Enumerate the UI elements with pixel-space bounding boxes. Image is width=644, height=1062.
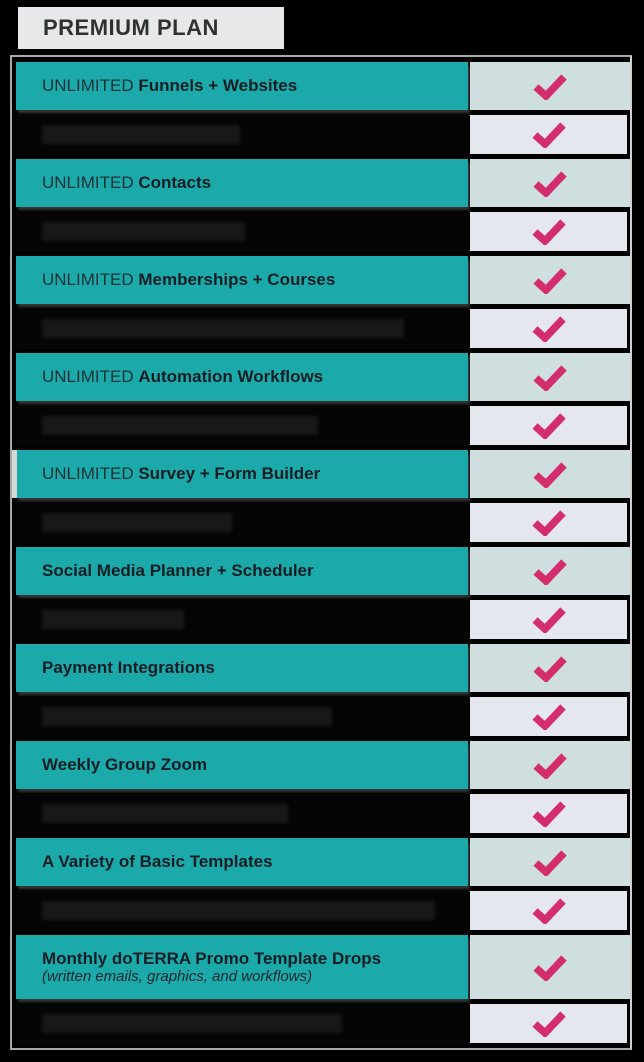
checkmark-icon — [531, 1010, 567, 1037]
checkmark-icon — [532, 752, 568, 779]
feature-label — [42, 173, 468, 193]
feature-cell — [16, 62, 468, 110]
feature-label-main: Monthly doTERRA Promo Template Drops — [42, 948, 382, 968]
feature-row — [16, 890, 630, 931]
check-cell — [470, 309, 627, 348]
check-cell — [470, 644, 630, 692]
checkmark-icon — [531, 315, 567, 342]
checkmark-icon — [532, 655, 568, 682]
feature-row — [16, 935, 630, 999]
checkmark-icon — [531, 800, 567, 827]
checkmark-icon — [531, 897, 567, 924]
feature-label-main: Payment Integrations — [42, 658, 215, 678]
obscured-feature-text — [42, 125, 240, 144]
feature-row — [16, 1003, 630, 1044]
feature-label-main: Funnels + Websites — [138, 76, 298, 96]
checkmark-icon — [531, 509, 567, 536]
premium-plan-feature-table — [10, 55, 632, 1050]
check-cell — [470, 115, 627, 154]
obscured-feature-cell — [16, 793, 468, 834]
obscured-feature-text — [42, 513, 232, 532]
feature-row — [16, 547, 630, 595]
feature-cell — [16, 838, 468, 886]
obscured-feature-text — [42, 1014, 342, 1033]
feature-cell — [16, 353, 468, 401]
obscured-feature-text — [42, 804, 288, 823]
obscured-feature-cell — [16, 1003, 468, 1044]
feature-label — [42, 949, 468, 969]
feature-row — [16, 502, 630, 543]
checkmark-icon — [532, 954, 568, 981]
feature-label — [42, 755, 468, 775]
check-cell — [470, 891, 627, 930]
feature-cell — [16, 644, 468, 692]
checkmark-icon — [531, 606, 567, 633]
obscured-feature-text — [42, 610, 184, 629]
premium-plan-tab — [18, 7, 284, 49]
obscured-feature-text — [42, 319, 404, 338]
check-cell — [470, 794, 627, 833]
checkmark-icon — [532, 170, 568, 197]
obscured-feature-cell — [16, 890, 468, 931]
check-cell — [470, 547, 630, 595]
feature-row — [16, 599, 630, 640]
feature-cell — [16, 935, 468, 999]
feature-row — [16, 308, 630, 349]
feature-cell — [16, 159, 468, 207]
feature-label-main: Weekly Group Zoom — [42, 755, 207, 775]
check-cell — [470, 256, 630, 304]
feature-label — [42, 561, 468, 581]
feature-label-main: Contacts — [138, 173, 212, 193]
checkmark-icon — [532, 849, 568, 876]
check-cell — [470, 600, 627, 639]
feature-row — [16, 62, 630, 110]
feature-label-main: A Variety of Basic Templates — [42, 852, 273, 872]
feature-label — [42, 852, 468, 872]
feature-label-prefix: UNLIMITED — [42, 464, 139, 484]
feature-cell — [16, 741, 468, 789]
check-cell — [470, 838, 630, 886]
feature-row — [16, 450, 630, 498]
check-cell — [470, 62, 630, 110]
checkmark-icon — [532, 461, 568, 488]
feature-row — [16, 256, 630, 304]
check-cell — [470, 406, 627, 445]
check-cell — [470, 353, 630, 401]
check-cell — [470, 450, 630, 498]
feature-label-main: Memberships + Courses — [138, 270, 336, 290]
check-cell — [470, 503, 627, 542]
check-cell — [470, 212, 627, 251]
feature-label — [42, 270, 468, 290]
obscured-feature-text — [42, 416, 318, 435]
feature-row — [16, 838, 630, 886]
feature-label-prefix: UNLIMITED — [42, 367, 139, 387]
feature-label — [42, 658, 468, 678]
check-cell — [470, 741, 630, 789]
obscured-feature-cell — [16, 114, 468, 155]
checkmark-icon — [531, 412, 567, 439]
checkmark-icon — [531, 218, 567, 245]
checkmark-icon — [532, 267, 568, 294]
checkmark-icon — [532, 364, 568, 391]
check-cell — [470, 1004, 627, 1043]
obscured-feature-text — [42, 222, 245, 241]
feature-row — [16, 211, 630, 252]
obscured-feature-cell — [16, 308, 468, 349]
feature-label-main: Automation Workflows — [138, 367, 324, 387]
checkmark-icon — [532, 558, 568, 585]
feature-row — [16, 405, 630, 446]
feature-row — [16, 353, 630, 401]
feature-label — [42, 464, 468, 484]
feature-sublabel: (written emails, graphics, and workflows) — [42, 967, 313, 985]
feature-row — [16, 741, 630, 789]
check-cell — [470, 159, 630, 207]
feature-cell — [16, 547, 468, 595]
feature-label-prefix: UNLIMITED — [42, 173, 139, 193]
feature-label-main: Social Media Planner + Scheduler — [42, 561, 314, 581]
feature-label — [42, 367, 468, 387]
feature-cell — [16, 256, 468, 304]
obscured-feature-cell — [16, 502, 468, 543]
obscured-feature-text — [42, 901, 435, 920]
feature-row — [16, 159, 630, 207]
obscured-feature-text — [42, 707, 332, 726]
obscured-feature-cell — [16, 405, 468, 446]
feature-row — [16, 114, 630, 155]
feature-row — [16, 644, 630, 692]
obscured-feature-cell — [16, 696, 468, 737]
feature-label-prefix: UNLIMITED — [42, 270, 139, 290]
obscured-feature-cell — [16, 599, 468, 640]
premium-plan-tab-label: PREMIUM PLAN — [43, 15, 219, 40]
feature-label — [42, 76, 468, 96]
feature-label-main: Survey + Form Builder — [138, 464, 321, 484]
check-cell — [470, 697, 627, 736]
obscured-feature-cell — [16, 211, 468, 252]
feature-cell — [16, 450, 468, 498]
checkmark-icon — [531, 703, 567, 730]
feature-row — [16, 793, 630, 834]
check-cell — [470, 935, 630, 999]
feature-label-prefix: UNLIMITED — [42, 76, 139, 96]
checkmark-icon — [531, 121, 567, 148]
feature-row — [16, 696, 630, 737]
checkmark-icon — [532, 73, 568, 100]
row-left-marker — [12, 450, 17, 498]
